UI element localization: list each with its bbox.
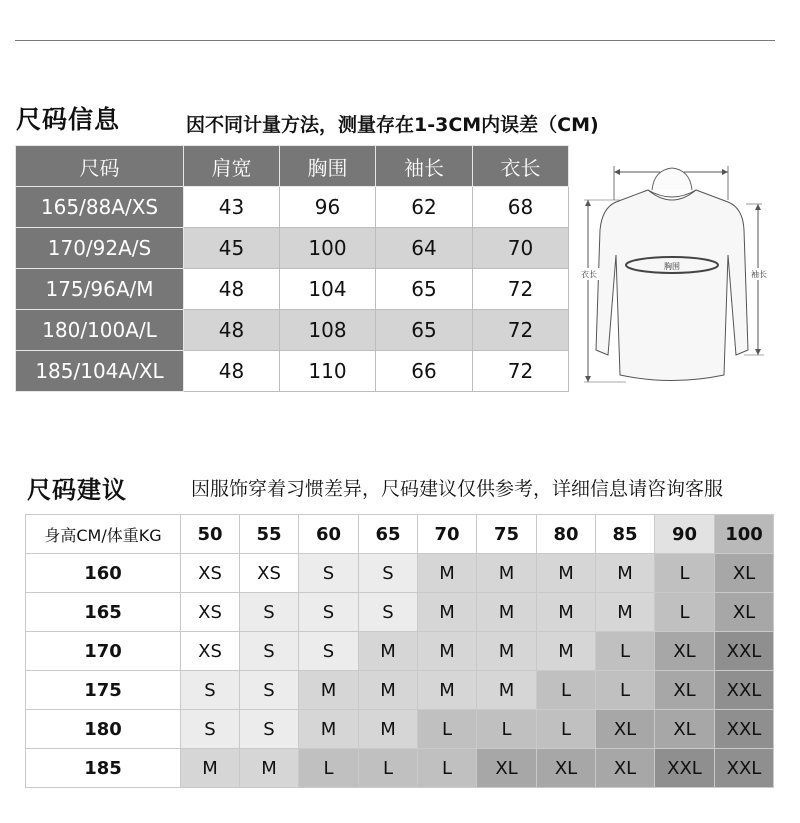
- table-row: [16, 310, 569, 351]
- size-cell: S: [240, 593, 299, 632]
- size-cell: L: [477, 710, 537, 749]
- size-cell: XL: [655, 671, 715, 710]
- weight-header: 50: [181, 515, 240, 554]
- size-cell: XL: [715, 593, 774, 632]
- size-cell: S: [299, 632, 359, 671]
- length-value: 72: [473, 351, 569, 392]
- size-cell: M: [596, 593, 655, 632]
- size-cell: L: [537, 710, 596, 749]
- size-cell: L: [596, 671, 655, 710]
- size-label: 170/92A/S: [16, 228, 184, 269]
- weight-header: 60: [299, 515, 359, 554]
- size-cell: M: [418, 671, 477, 710]
- size-cell: L: [299, 749, 359, 788]
- size-cell: M: [418, 632, 477, 671]
- height-label: 185: [26, 749, 181, 788]
- sleeve-value: 62: [376, 187, 473, 228]
- size-cell: M: [537, 593, 596, 632]
- size-cell: S: [359, 554, 418, 593]
- sleeve-value: 66: [376, 351, 473, 392]
- size-cell: M: [359, 632, 418, 671]
- sleeve-value: 65: [376, 269, 473, 310]
- length-label: 衣长: [581, 270, 597, 279]
- height-label: 170: [26, 632, 181, 671]
- weight-header: 70: [418, 515, 477, 554]
- size-cell: XL: [596, 749, 655, 788]
- size-label: 175/96A/M: [16, 269, 184, 310]
- chest-value: 96: [280, 187, 376, 228]
- recommendation-note: 因服饰穿着习惯差异，尺码建议仅供参考，详细信息请咨询客服: [191, 478, 724, 500]
- length-value: 68: [473, 187, 569, 228]
- size-label: 165/88A/XS: [16, 187, 184, 228]
- measurement-note: 因不同计量方法，测量存在1-3CM内误差（CM): [186, 114, 599, 136]
- weight-header: 85: [596, 515, 655, 554]
- size-cell: XL: [596, 710, 655, 749]
- shoulder-value: 48: [184, 310, 280, 351]
- table-row: [16, 269, 569, 310]
- chest-label: 胸围: [664, 262, 680, 271]
- table-row: [16, 351, 569, 392]
- size-cell: M: [181, 749, 240, 788]
- table-row: [16, 187, 569, 228]
- size-info-title: 尺码信息: [16, 105, 121, 134]
- size-cell: S: [240, 671, 299, 710]
- size-cell: XL: [655, 710, 715, 749]
- size-cell: M: [537, 632, 596, 671]
- height-label: 180: [26, 710, 181, 749]
- size-cell: S: [299, 593, 359, 632]
- header-sleeve: 袖长: [376, 146, 473, 187]
- shoulder-value: 48: [184, 351, 280, 392]
- size-cell: S: [359, 593, 418, 632]
- size-cell: M: [299, 710, 359, 749]
- size-cell: XXL: [715, 632, 774, 671]
- table-row: [26, 554, 774, 593]
- table-row: [26, 710, 774, 749]
- size-cell: L: [655, 554, 715, 593]
- size-cell: XL: [477, 749, 537, 788]
- chest-value: 100: [280, 228, 376, 269]
- size-cell: XXL: [715, 671, 774, 710]
- size-cell: XS: [240, 554, 299, 593]
- sleeve-value: 65: [376, 310, 473, 351]
- size-cell: XL: [537, 749, 596, 788]
- size-cell: M: [418, 593, 477, 632]
- size-cell: L: [596, 632, 655, 671]
- size-label: 185/104A/XL: [16, 351, 184, 392]
- sleeve-value: 64: [376, 228, 473, 269]
- height-label: 175: [26, 671, 181, 710]
- table-row: [26, 593, 774, 632]
- length-value: 72: [473, 269, 569, 310]
- size-cell: M: [359, 710, 418, 749]
- size-cell: XXL: [715, 710, 774, 749]
- length-value: 70: [473, 228, 569, 269]
- table-row: [26, 632, 774, 671]
- weight-header-row: [26, 515, 774, 554]
- size-recommendation-title: 尺码建议: [27, 476, 127, 504]
- shoulder-value: 48: [184, 269, 280, 310]
- height-label: 160: [26, 554, 181, 593]
- size-label: 180/100A/L: [16, 310, 184, 351]
- table-header-row: [16, 146, 569, 187]
- size-measurement-table: [15, 145, 569, 392]
- length-value: 72: [473, 310, 569, 351]
- size-cell: M: [359, 671, 418, 710]
- size-cell: XXL: [715, 749, 774, 788]
- weight-header: 100: [715, 515, 774, 554]
- height-label: 165: [26, 593, 181, 632]
- chest-value: 110: [280, 351, 376, 392]
- size-cell: XS: [181, 632, 240, 671]
- table-row: [26, 749, 774, 788]
- weight-header: 90: [655, 515, 715, 554]
- garment-measurement-figure: [578, 160, 770, 400]
- size-cell: S: [240, 632, 299, 671]
- size-cell: M: [418, 554, 477, 593]
- size-cell: L: [537, 671, 596, 710]
- size-cell: M: [299, 671, 359, 710]
- size-cell: L: [655, 593, 715, 632]
- shoulder-value: 45: [184, 228, 280, 269]
- weight-header: 65: [359, 515, 418, 554]
- size-cell: M: [596, 554, 655, 593]
- size-cell: L: [359, 749, 418, 788]
- size-cell: L: [418, 710, 477, 749]
- height-weight-corner: 身高CM/体重KG: [26, 515, 181, 554]
- sleeve-label: 袖长: [751, 270, 767, 279]
- header-chest: 胸围: [280, 146, 376, 187]
- header-shoulder: 肩宽: [184, 146, 280, 187]
- size-cell: S: [181, 710, 240, 749]
- header-size: 尺码: [16, 146, 184, 187]
- size-cell: S: [240, 710, 299, 749]
- size-cell: S: [299, 554, 359, 593]
- weight-header: 75: [477, 515, 537, 554]
- header-length: 衣长: [473, 146, 569, 187]
- size-cell: XL: [655, 632, 715, 671]
- size-cell: M: [477, 554, 537, 593]
- size-cell: M: [477, 671, 537, 710]
- table-row: [26, 671, 774, 710]
- size-recommendation-table: [25, 514, 774, 788]
- size-cell: XS: [181, 593, 240, 632]
- size-cell: XXL: [655, 749, 715, 788]
- size-cell: M: [537, 554, 596, 593]
- weight-header: 55: [240, 515, 299, 554]
- size-cell: XL: [715, 554, 774, 593]
- garment-illustration: [578, 160, 770, 400]
- shoulder-value: 43: [184, 187, 280, 228]
- top-divider: [15, 40, 775, 41]
- weight-header: 80: [537, 515, 596, 554]
- size-cell: M: [477, 593, 537, 632]
- size-cell: S: [181, 671, 240, 710]
- size-cell: L: [418, 749, 477, 788]
- table-row: [16, 228, 569, 269]
- size-cell: M: [240, 749, 299, 788]
- chest-value: 108: [280, 310, 376, 351]
- size-cell: XS: [181, 554, 240, 593]
- chest-value: 104: [280, 269, 376, 310]
- size-cell: M: [477, 632, 537, 671]
